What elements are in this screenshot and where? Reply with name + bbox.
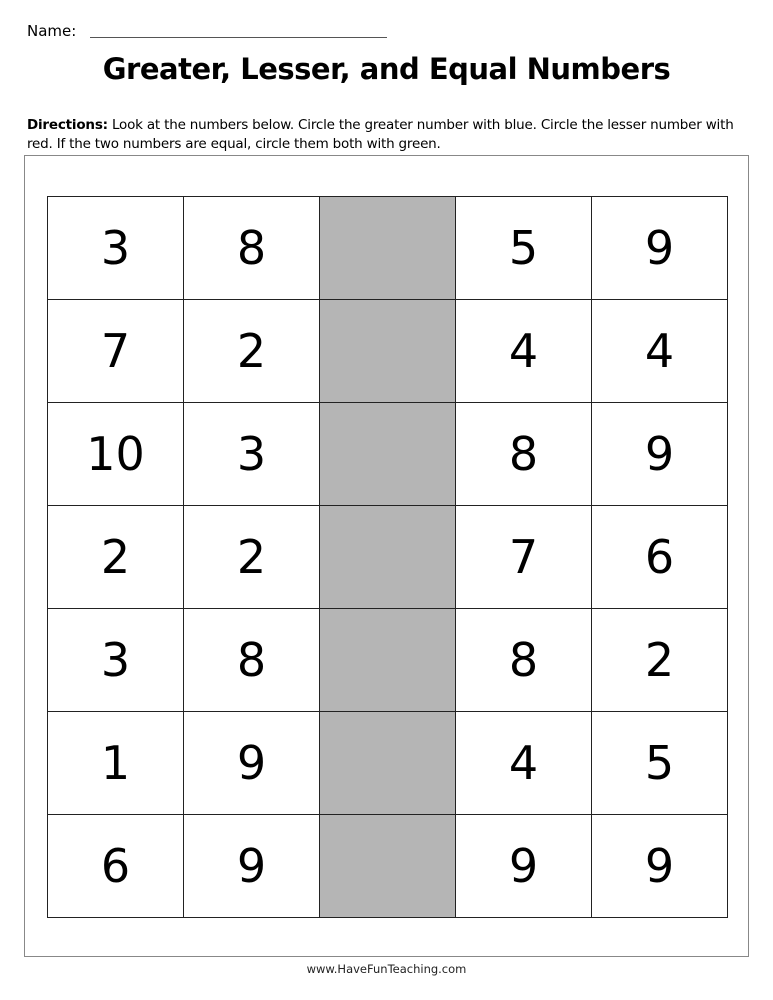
- page-title: Greater, Lesser, and Equal Numbers: [102, 52, 671, 86]
- number-cell[interactable]: 9: [184, 815, 320, 918]
- name-label: Name:: [27, 22, 77, 40]
- number-cell[interactable]: 9: [184, 712, 320, 815]
- number-cell[interactable]: 4: [456, 712, 592, 815]
- number-cell[interactable]: 9: [592, 815, 728, 918]
- number-cell[interactable]: 3: [184, 403, 320, 506]
- number-cell[interactable]: 9: [592, 403, 728, 506]
- directions-text: Look at the numbers below. Circle the greater number with blue. Circle the lesser number with red. If the two numbers are equal, circle them both with green.: [27, 117, 734, 152]
- divider-cell: [320, 815, 456, 918]
- number-cell[interactable]: 10: [48, 403, 184, 506]
- number-cell[interactable]: 4: [592, 300, 728, 403]
- divider-cell: [320, 197, 456, 300]
- number-cell[interactable]: 8: [456, 403, 592, 506]
- number-cell[interactable]: 8: [184, 197, 320, 300]
- number-cell[interactable]: 6: [592, 506, 728, 609]
- divider-cell: [320, 506, 456, 609]
- number-cell[interactable]: 1: [48, 712, 184, 815]
- number-cell[interactable]: 9: [456, 815, 592, 918]
- footer-url: www.HaveFunTeaching.com: [306, 962, 467, 976]
- number-cell[interactable]: 3: [48, 609, 184, 712]
- number-cell[interactable]: 2: [592, 609, 728, 712]
- directions: [27, 116, 757, 154]
- divider-cell: [320, 712, 456, 815]
- grid-row: [48, 506, 728, 609]
- grid-row: [48, 300, 728, 403]
- number-cell[interactable]: 9: [592, 197, 728, 300]
- directions-label: Directions:: [27, 117, 108, 133]
- divider-cell: [320, 609, 456, 712]
- number-cell[interactable]: 2: [184, 506, 320, 609]
- grid-row: [48, 197, 728, 300]
- number-cell[interactable]: 5: [456, 197, 592, 300]
- grid-row: [48, 712, 728, 815]
- number-cell[interactable]: 5: [592, 712, 728, 815]
- number-cell[interactable]: 8: [456, 609, 592, 712]
- number-cell[interactable]: 6: [48, 815, 184, 918]
- grid-row: [48, 609, 728, 712]
- divider-cell: [320, 403, 456, 506]
- name-field[interactable]: [90, 37, 387, 38]
- number-cell[interactable]: 3: [48, 197, 184, 300]
- number-grid: [47, 196, 728, 918]
- grid-row: [48, 403, 728, 506]
- number-cell[interactable]: 2: [184, 300, 320, 403]
- divider-cell: [320, 300, 456, 403]
- number-cell[interactable]: 7: [48, 300, 184, 403]
- number-cell[interactable]: 4: [456, 300, 592, 403]
- number-cell[interactable]: 7: [456, 506, 592, 609]
- number-cell[interactable]: 2: [48, 506, 184, 609]
- grid-row: [48, 815, 728, 918]
- number-cell[interactable]: 8: [184, 609, 320, 712]
